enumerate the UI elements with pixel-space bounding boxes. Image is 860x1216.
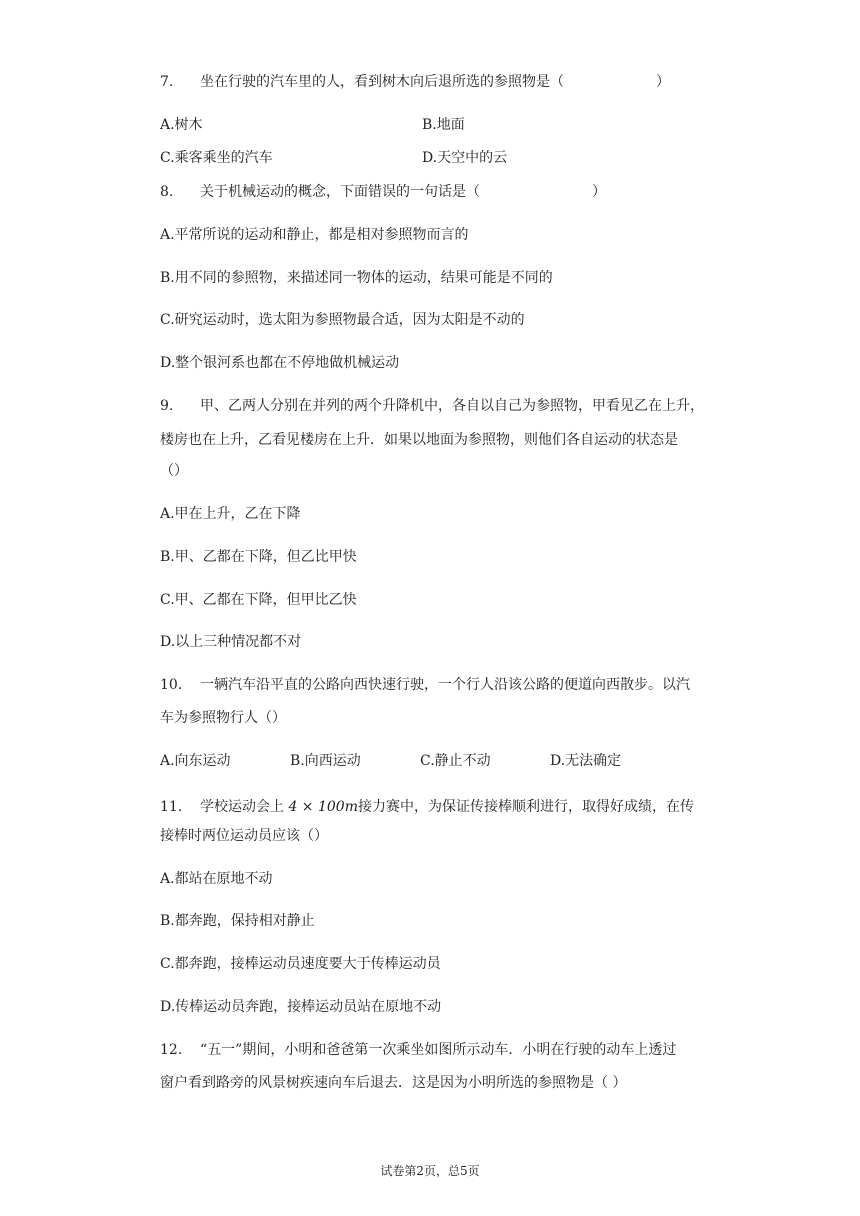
math-expression: 4 × 100m [288, 799, 358, 815]
option-a: A.甲在上升，乙在下降 [160, 506, 301, 522]
option-d: D.无法确定 [550, 753, 622, 769]
page-footer: 试卷第2页，总5页 [380, 1164, 480, 1178]
option-a: A.向东运动 [160, 753, 231, 769]
question-9-blank: （） [160, 463, 188, 479]
option-b: B.地面 [422, 117, 465, 133]
option-b: B.都奔跑，保持相对静止 [160, 913, 315, 929]
option-d: D.传棒运动员奔跑，接棒运动员站在原地不动 [160, 999, 442, 1015]
question-12-stem: 12. “五一”期间，小明和爸爸第一次乘坐如图所示动车．小明在行驶的动车上透过 [160, 1042, 677, 1058]
option-a: A.树木 [160, 117, 203, 133]
option-d: D.天空中的云 [422, 150, 508, 166]
option-a: A.平常所说的运动和静止，都是相对参照物而言的 [160, 227, 469, 243]
question-10-stem-line2: 车为参照物行人（） [160, 710, 286, 726]
question-12-stem-line2: 窗户看到路旁的风景树疾速向车后退去．这是因为小明所选的参照物是（ ） [160, 1075, 627, 1091]
option-a: A.都站在原地不动 [160, 871, 273, 887]
question-11-stem: 11. 学校运动会上 4 × 100m接力赛中，为保证传接棒顺利进行，取得好成绩，在传 [160, 799, 694, 815]
question-9-stem-line2: 楼房也在上升，乙看见楼房在上升．如果以地面为参照物，则他们各自运动的状态是 [160, 432, 678, 448]
question-10-stem: 10. 一辆汽车沿平直的公路向西快速行驶，一个行人沿该公路的便道向西散步。以汽 [160, 677, 690, 693]
question-9-stem: 9. 甲、乙两人分别在并列的两个升降机中，各自以自己为参照物，甲看见乙在上升， [160, 398, 704, 414]
option-c: C.都奔跑，接棒运动员速度要大于传棒运动员 [160, 956, 441, 972]
option-c: C.静止不动 [420, 753, 491, 769]
question-8-stem: 8. 关于机械运动的概念，下面错误的一句话是（ ） [160, 184, 606, 200]
option-b: B.向西运动 [290, 753, 361, 769]
option-d: D.以上三种情况都不对 [160, 634, 302, 650]
option-b: B.用不同的参照物，来描述同一物体的运动，结果可能是不同的 [160, 270, 553, 286]
option-c: C.研究运动时，选太阳为参照物最合适，因为太阳是不动的 [160, 312, 525, 328]
option-c: C.乘客乘坐的汽车 [160, 150, 273, 166]
option-d: D.整个银河系也都在不停地做机械运动 [160, 355, 400, 371]
question-11-stem-line2: 接棒时两位运动员应该（） [160, 828, 328, 844]
option-c: C.甲、乙都在下降，但甲比乙快 [160, 592, 357, 608]
question-7-stem: 7. 坐在行驶的汽车里的人，看到树木向后退所选的参照物是（ ） [160, 74, 670, 90]
option-b: B.甲、乙都在下降，但乙比甲快 [160, 549, 357, 565]
